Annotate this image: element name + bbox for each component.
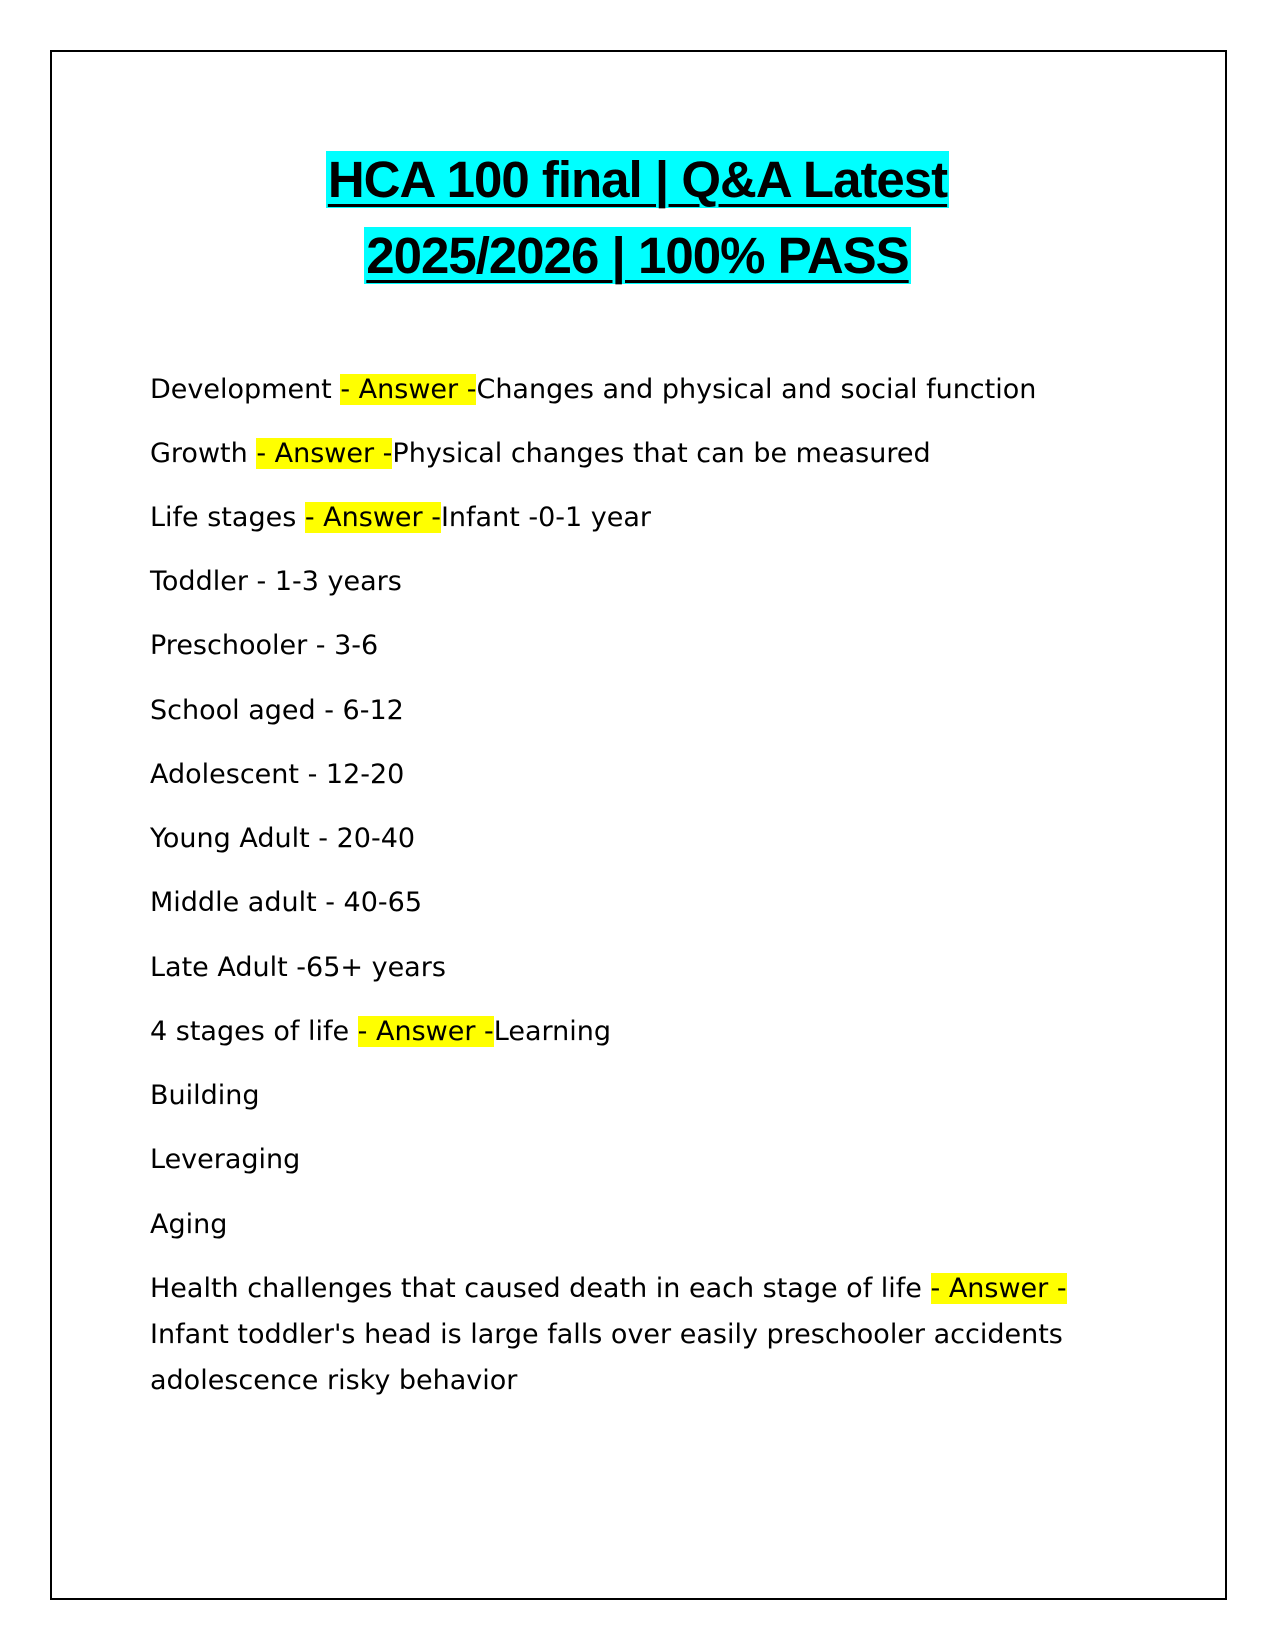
answer-marker: - Answer -	[304, 502, 441, 533]
answer-marker: - Answer -	[930, 1273, 1067, 1304]
text-line-young-adult: Young Adult - 20-40	[150, 823, 416, 854]
title-line-2: 2025/2026 | 100% PASS	[366, 227, 909, 284]
qa-term: 4 stages of life	[150, 1016, 358, 1047]
qa-term: Development	[150, 374, 341, 405]
qa-term: Growth	[150, 438, 257, 469]
qa-entry-four-stages	[150, 1014, 611, 1050]
text-line-middle-adult: Middle adult - 40-65	[150, 887, 423, 918]
text-line-building: Building	[150, 1080, 260, 1111]
text-line-school-aged: School aged - 6-12	[150, 695, 404, 726]
text-line-adolescent: Adolescent - 12-20	[150, 759, 405, 790]
text-line-leveraging: Leveraging	[150, 1144, 301, 1175]
qa-term: Health challenges that caused death in each stage of life	[150, 1273, 931, 1304]
answer-marker: - Answer -	[256, 438, 393, 469]
qa-entry-growth	[150, 436, 931, 472]
answer-marker: - Answer -	[357, 1016, 494, 1047]
qa-answer: Changes and physical and social function	[476, 374, 1037, 405]
answer-marker: - Answer -	[340, 374, 477, 405]
qa-entry-development	[150, 372, 1036, 408]
title-line-1: HCA 100 final | Q&A Latest	[327, 151, 948, 208]
text-line-aging: Aging	[150, 1209, 228, 1240]
text-line-late-adult: Late Adult -65+ years	[150, 952, 446, 983]
text-line-toddler: Toddler - 1-3 years	[150, 566, 402, 597]
qa-term: Life stages	[150, 502, 305, 533]
qa-answer: Learning	[493, 1016, 611, 1047]
qa-answer: Physical changes that can be measured	[392, 438, 931, 469]
qa-entry-health-challenges	[150, 1266, 1070, 1404]
qa-answer: Infant toddler's head is large falls over easily preschooler accidents adolescence risky behavior	[150, 1319, 1063, 1396]
qa-entry-life-stages	[150, 500, 651, 536]
qa-answer: Infant -0-1 year	[440, 502, 652, 533]
document-title	[0, 142, 1275, 294]
text-line-preschooler: Preschooler - 3-6	[150, 630, 379, 661]
